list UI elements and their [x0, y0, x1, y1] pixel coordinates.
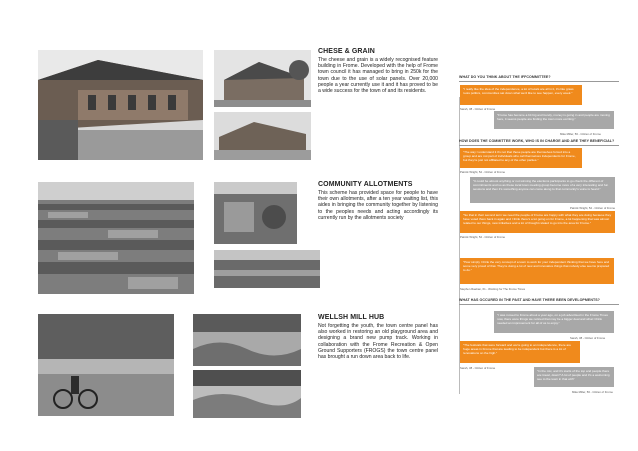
wellsh-pumptrack-photo [193, 314, 301, 366]
quote-bubble: "It could be almost anything or not winning the elections participants to go check the different of commitments and so as these local town meeting group become more of a very interesting and fun sessions and then it's something anyone can come along to that community's voice is heard." [470, 177, 615, 203]
quote-bubble: "So that in their second term we need the people of Frome are happy with what they are doing because they have voted them back in again and I think there's a lot going on for Frome, a lot happening that was almost related to our things, new initiatives and a lot of thought related to go into the area for Frome." [460, 211, 615, 233]
cheese-grain-body: The cheese and grain is a widely recognised feature building in Frome. Developed with the help of Frome town council it has managed to bring in 250k for the town due to the use of solar panels. Over 20,000 people a year currently use it and it has proved to be a wide success for the town of and its residents. [318, 57, 438, 95]
allotments-title: COMMUNITY ALLOTMENTS [318, 181, 413, 188]
quote-bubble: "I was moved to Frome about a year ago, on a job advertised in the Frome Times now, there were things we noticed that may be a bigger deal and what I think needed an improvement for all of us to enjoy." [494, 311, 614, 333]
allotments-body: This scheme has provided space for people to have their own allotments, after a ten year waiting list, this aides in bringing the community together by listening to the peoples needs and acting accordingly its currently run by the allotments society [318, 190, 438, 221]
quote-attribution: Stephen Raeban, 61 - Working for The Frome Times [460, 287, 526, 291]
wellsh-body: Not forgetting the youth, the town centre panel has also worked in restoring an old playground area and designing a brand new pump track. Working in collaboration with the Frome Recreation & Open Ground Supporters (FROGS) the town centre panel has brought a run down area back to life. [318, 323, 438, 361]
question-1-rule [459, 81, 619, 82]
quote-attribution: Patrick Wright, 52 - Citizen of Frome [460, 170, 506, 174]
quote-bubble: "The festivals that were forward and we're going to an independence, there are huge areas in Frome that are leading to be independent but there is a lot of renovations on the high." [460, 341, 580, 363]
quote-bubble: "In the mix, and it's starts of the top and people there are travel, down? A lot of people and it's a welcoming see to the town in that with" [534, 367, 614, 387]
question-4: WHAT HAS OCCURED IN THE PAST AND HAVE THERE BEEN DEVELOPMENTS? [459, 298, 600, 302]
quote-attribution: Mike Miller, 56 - Citizen of Frome [572, 390, 613, 394]
quote-attribution: Sarah, 38 - Citizen of Frome [460, 107, 496, 111]
wellsh-main-photo [38, 314, 174, 416]
cheese-grain-main-photo [38, 50, 203, 160]
quote-attribution: Patrick Wright, 52 - Citizen of Frome [570, 206, 616, 210]
quote-bubble: "I really like the idea of the independence, a lot of locals are all in it, it's like grass roots politics, communities sat down what we'd like to see happen, every week." [460, 85, 582, 105]
allotments-plot-photo [214, 182, 297, 244]
cheese-grain-title: CHESE & GRAIN [318, 48, 375, 55]
quote-bubble: "Frome has become a bit big and trendy, money is going in and people are moving here, it seems people are finding the town more exciting." [494, 111, 614, 129]
allotments-main-photo [38, 182, 194, 294]
cheese-grain-roof-photo [214, 50, 311, 107]
cheese-grain-side-photo [214, 112, 311, 160]
question-2: HOW DOES THE COMMITTEE WORK, WHO IS IN CHARGE AND ARE THEY BENEFICIAL? [459, 139, 615, 143]
quote-bubble: "The way I understand it it's not that these people are themselves forced into a group and are not part of individuals who call themselves Independents for Frome, but they're just not affiliated to any of the other parties." [460, 148, 582, 168]
quote-attribution: Patrick Wright, 52 - Citizen of Frome [460, 235, 506, 239]
question-4-rule [459, 304, 619, 305]
wellsh-title: WELLSH MILL HUB [318, 314, 385, 321]
quote-bubble: "How simply I think the very concept of a town to work for your independent thinking that we have here and some very proud of that. They're doing a lot of new and innovative things that nobody else seems prepared to do." [460, 258, 614, 284]
question-2-rule [459, 145, 619, 146]
allotments-path-photo [214, 250, 320, 288]
wellsh-playground-photo [193, 370, 301, 418]
quote-attribution: Sarah, 38 - Citizen of Frome [570, 336, 606, 340]
quote-attribution: Mike Miller, 56 - Citizen of Frome [560, 132, 601, 136]
quote-attribution: Sarah, 38 - Citizen of Frome [460, 366, 496, 370]
question-1: WHAT DO YOU THINK ABOUT THE IFFCOMMITTEE? [459, 75, 551, 79]
